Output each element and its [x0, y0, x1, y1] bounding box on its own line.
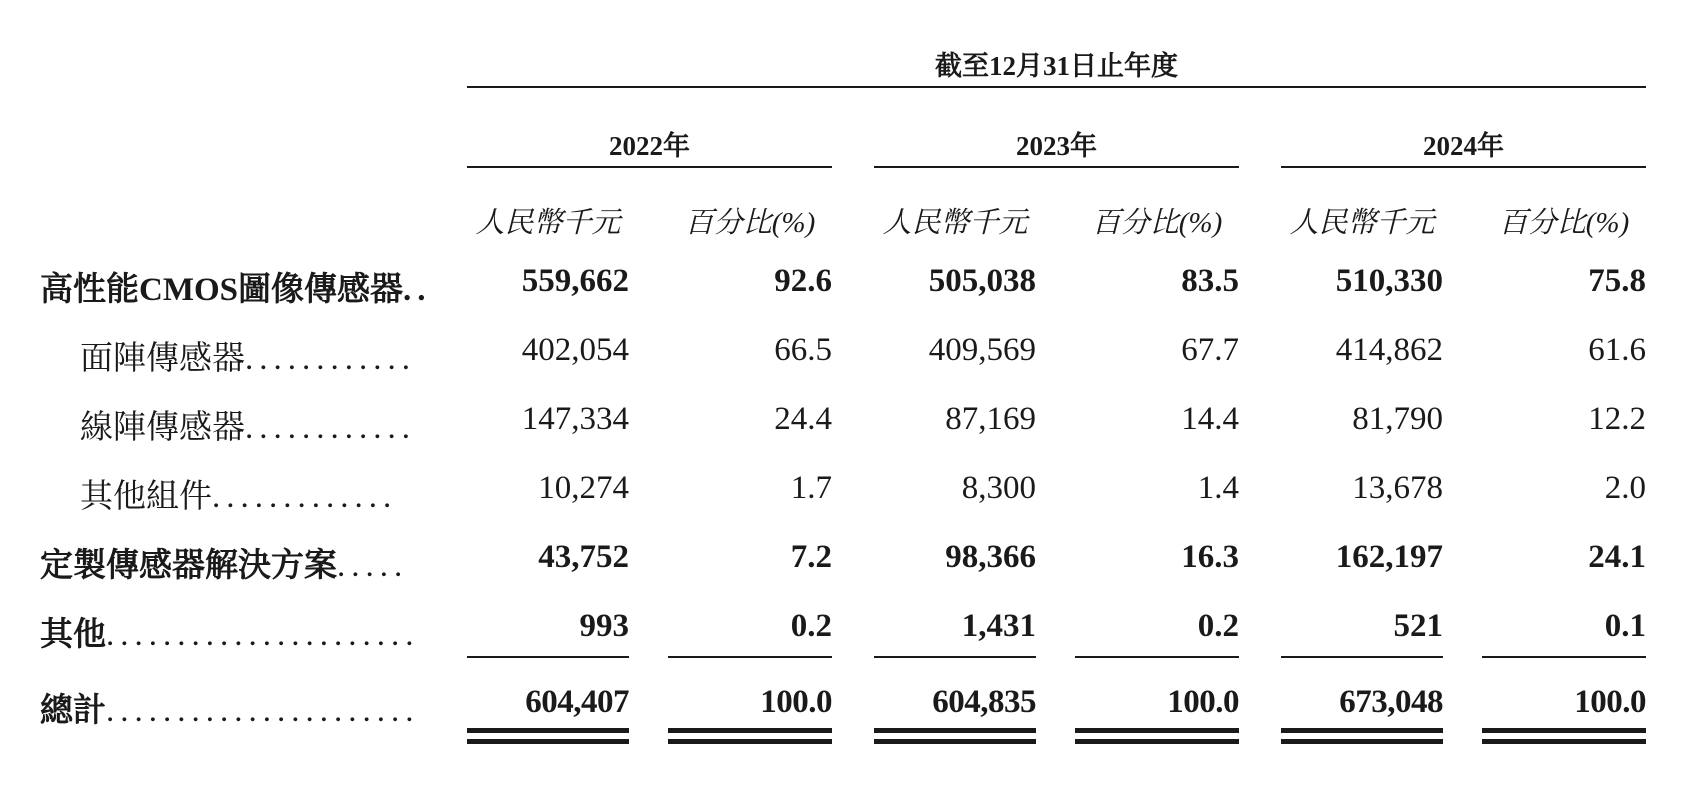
- row-label-text: 其他: [40, 617, 106, 653]
- subtotal-rule: [668, 656, 832, 658]
- cell-2023-amount: 87,169: [945, 401, 1036, 437]
- cell-2023-percent: 0.2: [1197, 608, 1239, 644]
- year-rule-2024: [1281, 166, 1646, 168]
- subtotal-rule: [1281, 656, 1443, 658]
- leader-dots: ..: [403, 272, 432, 308]
- unit-header-2022-amount: 人民幣千元: [475, 207, 621, 239]
- cell-2022-amount: 10,274: [538, 470, 629, 506]
- unit-header-2022-percent: 百分比(%): [684, 207, 816, 239]
- unit-header-2024-percent: 百分比(%): [1498, 207, 1630, 239]
- year-header-2022: 2022年: [609, 131, 690, 161]
- cell-2022-percent: 24.4: [774, 401, 832, 437]
- subtotal-rule: [467, 656, 629, 658]
- leader-dots: .............: [212, 479, 398, 515]
- cell-2022-percent: 1.7: [790, 470, 832, 506]
- cell-2024-percent: 12.2: [1588, 401, 1646, 437]
- cell-2023-percent: 16.3: [1181, 539, 1239, 575]
- cell-2024-percent: 75.8: [1588, 263, 1646, 299]
- total-double-rule: [1075, 728, 1239, 744]
- cell-2023-amount: 1,431: [961, 608, 1036, 644]
- row-label-text: 高性能CMOS圖像傳感器: [40, 272, 403, 308]
- cell-2022-percent: 0.2: [790, 608, 832, 644]
- cell-2023-amount: 98,366: [945, 539, 1036, 575]
- total-double-rule: [668, 728, 832, 744]
- row-label-text: 其他組件: [80, 479, 212, 515]
- cell-2023-percent: 83.5: [1181, 263, 1239, 299]
- unit-header-2023-amount: 人民幣千元: [882, 207, 1028, 239]
- cell-2024-percent: 0.1: [1604, 608, 1646, 644]
- year-rule-2022: [467, 166, 832, 168]
- cell-2024-amount: 510,330: [1335, 263, 1443, 299]
- row-label: [40, 263, 432, 309]
- total-double-rule: [1281, 728, 1443, 744]
- row-label: [80, 470, 397, 516]
- row-label: [80, 332, 416, 378]
- leader-dots: ......................: [106, 617, 420, 653]
- cell-2024-amount: 81,790: [1352, 401, 1443, 437]
- subtotal-rule: [874, 656, 1036, 658]
- total-double-rule: [874, 728, 1036, 744]
- total-double-rule: [1482, 728, 1646, 744]
- period-header: 截至12月31日止年度: [935, 51, 1178, 81]
- cell-2023-amount: 604,835: [932, 684, 1036, 720]
- subtotal-rule: [1482, 656, 1646, 658]
- year-rule-2023: [874, 166, 1239, 168]
- row-label-text: 總計: [40, 693, 106, 729]
- leader-dots: .....: [337, 548, 409, 584]
- cell-2024-percent: 2.0: [1604, 470, 1646, 506]
- subtotal-rule: [1075, 656, 1239, 658]
- period-header-rule: [467, 86, 1646, 88]
- cell-2022-percent: 7.2: [790, 539, 832, 575]
- cell-2023-percent: 67.7: [1181, 332, 1239, 368]
- year-header-2023: 2023年: [1016, 131, 1097, 161]
- cell-2022-percent: 66.5: [774, 332, 832, 368]
- cell-2024-amount: 162,197: [1335, 539, 1443, 575]
- cell-2024-percent: 61.6: [1588, 332, 1646, 368]
- cell-2023-amount: 409,569: [928, 332, 1036, 368]
- unit-header-2024-amount: 人民幣千元: [1289, 207, 1435, 239]
- row-label: [40, 539, 408, 585]
- cell-2022-amount: 993: [579, 608, 629, 644]
- row-label: [40, 608, 420, 654]
- row-label-text: 面陣傳感器: [80, 341, 245, 377]
- cell-2023-amount: 8,300: [961, 470, 1036, 506]
- cell-2024-percent: 24.1: [1588, 539, 1646, 575]
- leader-dots: ............: [245, 341, 416, 377]
- cell-2022-amount: 402,054: [521, 332, 629, 368]
- cell-2024-amount: 414,862: [1335, 332, 1443, 368]
- cell-2024-percent: 100.0: [1574, 684, 1646, 720]
- cell-2022-amount: 559,662: [521, 263, 629, 299]
- cell-2023-percent: 100.0: [1167, 684, 1239, 720]
- row-label-text: 定製傳感器解決方案: [40, 548, 337, 584]
- cell-2022-amount: 147,334: [521, 401, 629, 437]
- leader-dots: ......................: [106, 693, 420, 729]
- cell-2023-percent: 1.4: [1197, 470, 1239, 506]
- cell-2022-amount: 604,407: [525, 684, 629, 720]
- year-header-2024: 2024年: [1423, 131, 1504, 161]
- cell-2022-amount: 43,752: [538, 539, 629, 575]
- cell-2022-percent: 100.0: [760, 684, 832, 720]
- leader-dots: ............: [245, 410, 416, 446]
- cell-2024-amount: 13,678: [1352, 470, 1443, 506]
- total-double-rule: [467, 728, 629, 744]
- cell-2024-amount: 673,048: [1339, 684, 1443, 720]
- cell-2023-percent: 14.4: [1181, 401, 1239, 437]
- cell-2022-percent: 92.6: [774, 263, 832, 299]
- row-label: [80, 401, 416, 447]
- row-label-text: 線陣傳感器: [80, 410, 245, 446]
- unit-header-2023-percent: 百分比(%): [1091, 207, 1223, 239]
- row-label-total: [40, 684, 420, 730]
- cell-2024-amount: 521: [1393, 608, 1443, 644]
- cell-2023-amount: 505,038: [928, 263, 1036, 299]
